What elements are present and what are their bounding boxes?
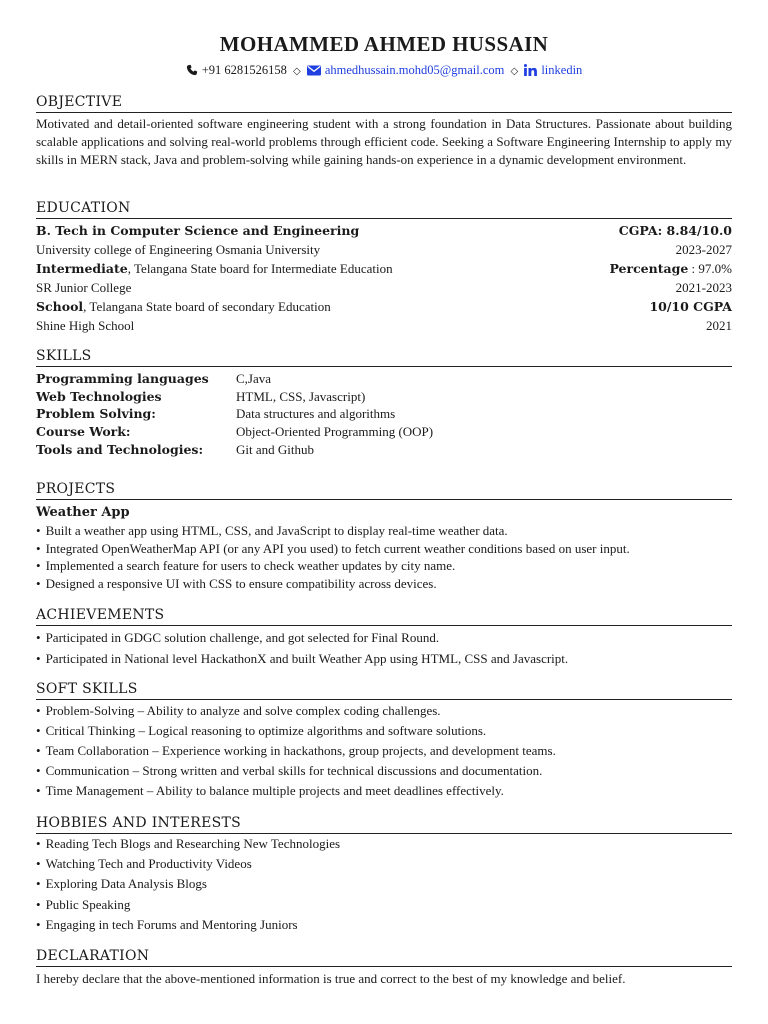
section-title-achievements: ACHIEVEMENTS <box>36 607 732 626</box>
projects-section <box>36 481 732 593</box>
degree-score: 10/10 CGPA <box>649 299 732 314</box>
board-name: , Telangana State board for Intermediate Education <box>127 261 393 276</box>
list-item: • Participated in National level HackathonX and built Weather App using HTML, CSS and Javascript. <box>36 648 732 669</box>
email-link[interactable]: ahmedhussain.mohd05@gmail.com <box>324 63 505 77</box>
section-title-soft-skills: SOFT SKILLS <box>36 681 732 700</box>
achievements-section <box>36 607 732 669</box>
skill-row <box>36 405 732 423</box>
resume-page <box>36 30 732 986</box>
list-item: • Watching Tech and Productivity Videos <box>36 854 732 874</box>
declaration-text: I hereby declare that the above-mentioned information is true and correct to the best of my knowledge and belief. <box>36 971 626 986</box>
skill-row <box>36 388 732 406</box>
skill-label: Course Work: <box>36 424 131 440</box>
skill-label: Tools and Technologies: <box>36 441 204 457</box>
objective-text: Motivated and detail-oriented software engineering student with a strong foundation in Data Structures. Passionate about building scalable applications and solving real-world problems through efficient code. Seeking a Software Engineering Internship to apply my skills in MERN stack, Java and problem-solving while gaining hands-on experience in a dynamic development environment. <box>36 116 732 167</box>
list-item: • Integrated OpenWeatherMap API (or any API you used) to fetch current weather conditions based on user input. <box>36 540 732 558</box>
education-years: 2021-2023 <box>675 280 732 295</box>
education-row <box>36 240 732 259</box>
section-title-objective: OBJECTIVE <box>36 94 732 113</box>
education-row <box>36 221 732 240</box>
skill-label: Problem Solving: <box>36 406 156 422</box>
section-title-declaration: DECLARATION <box>36 948 732 967</box>
institution-name: SR Junior College <box>36 280 132 295</box>
skill-label: Programming languages <box>36 371 209 386</box>
phone-icon <box>186 64 198 80</box>
declaration-section <box>36 948 732 988</box>
list-item: • Communication – Strong written and verbal skills for technical discussions and documentation. <box>36 761 732 781</box>
degree-score: CGPA: 8.84/10.0 <box>618 223 732 238</box>
email-icon <box>307 64 321 80</box>
skill-value: Object-Oriented Programming (OOP) <box>236 424 434 440</box>
list-item: • Built a weather app using HTML, CSS, and JavaScript to display real-time weather data. <box>36 522 732 540</box>
skill-row <box>36 441 732 459</box>
skills-section <box>36 348 732 459</box>
linkedin-link[interactable]: linkedin <box>541 63 583 77</box>
skill-row <box>36 423 732 441</box>
institution-name: University college of Engineering Osmania University <box>36 242 321 257</box>
education-row <box>36 297 732 316</box>
separator: ◇ <box>510 66 519 77</box>
objective-section <box>36 94 732 169</box>
degree-name: B. Tech in Computer Science and Engineering <box>36 223 360 238</box>
linkedin-icon[interactable] <box>524 64 537 80</box>
institution-name: Shine High School <box>36 318 135 333</box>
section-title-skills: SKILLS <box>36 348 732 367</box>
skill-value: Data structures and algorithms <box>236 406 396 422</box>
education-row <box>36 278 732 297</box>
skill-value: Git and Github <box>236 441 314 457</box>
separator: ◇ <box>293 66 301 77</box>
phone-number: +91 6281526158 <box>201 63 287 77</box>
list-item: • Team Collaboration – Experience working in hackathons, group projects, and development teams. <box>36 741 732 761</box>
list-item: • Time Management – Ability to balance multiple projects and meet deadlines effectively. <box>36 781 732 801</box>
list-item: • Reading Tech Blogs and Researching New Technologies <box>36 834 732 854</box>
list-item: • Critical Thinking – Logical reasoning to optimize algorithms and software solutions. <box>36 721 732 741</box>
list-item: • Designed a responsive UI with CSS to ensure compatibility across devices. <box>36 575 732 593</box>
section-title-projects: PROJECTS <box>36 481 732 500</box>
skill-label: Web Technologies <box>36 388 162 404</box>
list-item: • Problem-Solving – Ability to analyze and solve complex coding challenges. <box>36 701 732 721</box>
score-label: Percentage <box>609 261 689 276</box>
list-item: • Public Speaking <box>36 895 732 915</box>
list-item: • Implemented a search feature for users to check weather updates by city name. <box>36 557 732 575</box>
education-years: 2021 <box>706 318 732 333</box>
soft-skills-section <box>36 681 732 801</box>
list-item: • Exploring Data Analysis Blogs <box>36 874 732 894</box>
degree-name: School <box>36 299 84 314</box>
list-item: • Engaging in tech Forums and Mentoring Juniors <box>36 915 732 935</box>
education-years: 2023-2027 <box>675 242 732 257</box>
skill-row <box>36 370 732 388</box>
contact-line <box>36 62 732 80</box>
list-item: • Participated in GDGC solution challenge, and got selected for Final Round. <box>36 627 732 648</box>
education-row <box>36 316 732 335</box>
section-title-hobbies: HOBBIES AND INTERESTS <box>36 815 732 834</box>
education-row <box>36 259 732 278</box>
hobbies-section <box>36 815 732 935</box>
project-title: Weather App <box>36 505 130 520</box>
score-value: : 97.0% <box>688 261 732 276</box>
skill-value: HTML, CSS, Javascript) <box>236 388 366 404</box>
board-name: , Telangana State board of secondary Education <box>83 299 331 314</box>
education-section <box>36 200 732 335</box>
skill-value: C,Java <box>236 371 272 386</box>
candidate-name: MOHAMMED AHMED HUSSAIN <box>219 32 549 56</box>
degree-name: Intermediate <box>36 261 128 276</box>
section-title-education: EDUCATION <box>36 200 732 219</box>
